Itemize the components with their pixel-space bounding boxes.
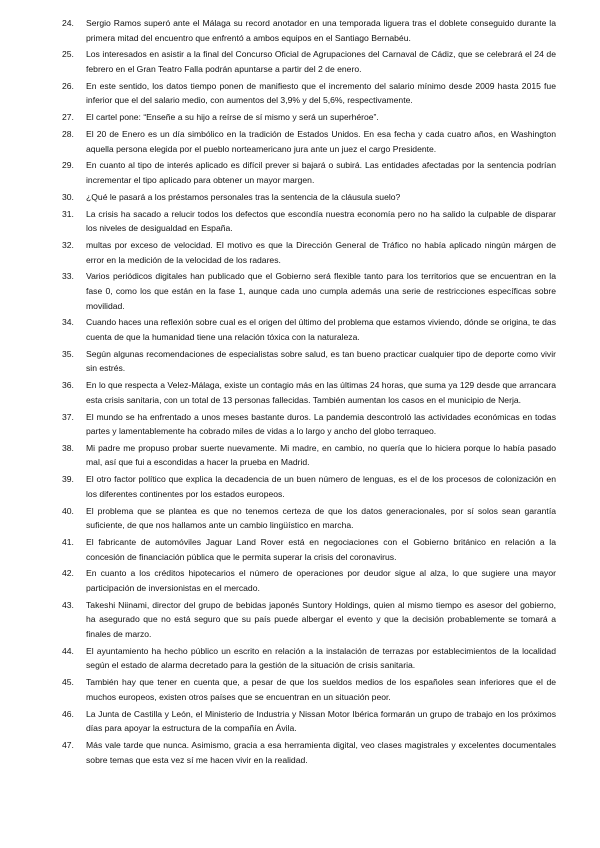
item-number: 27.: [62, 112, 74, 123]
item-text: El otro factor político que explica la decadencia de un buen número de lenguas, es el de los procesos de colonización en los diferentes continentes por los estados europeos.: [86, 474, 556, 499]
item-text: El 20 de Enero es un día simbólico en la tradición de Estados Unidos. En esa fecha y cada cuatro años, en Washington aquella persona elegida por el pueblo norteamericano jura ante un juez el cargo Presidente.: [86, 129, 556, 154]
item-text: En lo que respecta a Velez-Málaga, existe un contagio más en las últimas 24 horas, que suma ya 129 desde que arrancara esta crisis sanitaria, con un total de 13 personas fallecidas. También aumentan los casos en el municipio de Nerja.: [86, 380, 556, 405]
item-number: 40.: [62, 505, 74, 516]
item-text: ¿Qué le pasará a los préstamos personales tras la sentencia de la cláusula suelo?: [86, 191, 401, 202]
item-text: Takeshi Niinami, director del grupo de bebidas japonés Suntory Holdings, quien al mismo tiempo es asesor del gobierno, ha asegurado que no está seguro que su país puede albergar el evento y que la decisión probablemente se tomará a finales de marzo.: [86, 599, 556, 639]
list-item: [62, 238, 556, 267]
item-number: 25.: [62, 49, 74, 60]
item-text: En cuanto a los créditos hipotecarios el número de operaciones por deudor sigue al alza, lo que sugiere una mayor participación de inversionistas en el mercado.: [86, 568, 556, 594]
list-item: [62, 79, 556, 108]
item-number: 37.: [62, 411, 74, 422]
item-text: Sergio Ramos superó ante el Málaga su record anotador en una temporada liguera tras el doblete conseguido durante la primera mitad del encuentro que enfrentó a ambos equipos en el Santiago Bernabéu.: [86, 18, 556, 43]
item-text: En cuanto al tipo de interés aplicado es difícil prever si bajará o subirá. Las entidades afectadas por la sentencia podrían incrementar el tipo aplicado para obtener un mayor margen.: [86, 160, 556, 185]
list-item: [62, 504, 556, 533]
item-text: La Junta de Castilla y León, el Ministerio de Industria y Nissan Motor Ibérica formarán un grupo de trabajo en los próximos días para apoyar la estructura de la compañía en Ávila.: [86, 708, 556, 734]
list-item: [62, 190, 556, 205]
list-item: [62, 47, 556, 76]
item-number: 29.: [62, 160, 74, 171]
list-item: [62, 378, 556, 407]
list-item: [62, 158, 556, 187]
item-text: También hay que tener en cuenta que, a pesar de que los sueldos medios de los españoles sean inferiores que el de muchos europeos, existen otros países que se encuentran en un situación peor.: [86, 677, 556, 702]
list-item: [62, 566, 556, 595]
item-text: El mundo se ha enfrentado a unos meses bastante duros. La pandemia descontroló las actividades económicas en todas partes y lamentablemente ha cobrado miles de vidas a lo largo y ancho del globo terraqueo.: [86, 411, 556, 437]
item-number: 26.: [62, 80, 74, 91]
item-text: Mi padre me propuso probar suerte nuevamente. Mi madre, en cambio, no quería que lo hiciera porque lo había pasado mal, así que fui a escondidas a hacer la prueba en Madrid.: [86, 442, 556, 468]
list-item: [62, 16, 556, 45]
item-number: 31.: [62, 208, 74, 219]
item-number: 43.: [62, 599, 74, 610]
item-text: Varios periódicos digitales han publicado que el Gobierno será flexible tanto para los territorios que se encuentran en la fase 0, como los que están en la fase 1, aunque cada uno cumpla además una serie de restricciones específicas sobre movilidad.: [86, 271, 556, 311]
list-item: [62, 127, 556, 156]
item-number: 38.: [62, 442, 74, 453]
numbered-sentence-list: [62, 16, 556, 769]
list-item: [62, 598, 556, 642]
item-text: Más vale tarde que nunca. Asimismo, gracia a esa herramienta digital, veo clases magistrales y excelentes documentales sobre temas que esta vez sí me hacen vivir en la realidad.: [86, 739, 556, 765]
list-item: [62, 535, 556, 564]
item-number: 33.: [62, 271, 74, 282]
item-number: 32.: [62, 240, 74, 251]
item-text: El fabricante de automóviles Jaguar Land Rover está en negociaciones con el Gobierno británico en relación a la concesión de financiación pública que le permita superar la crisis del coronavirus.: [86, 537, 556, 562]
item-text: Los interesados en asistir a la final del Concurso Oficial de Agrupaciones del Carnaval de Cádiz, que se celebrará el 24 de febrero en el Gran Teatro Falla podrán apuntarse a partir del 2 de enero.: [86, 49, 556, 74]
item-number: 44.: [62, 645, 74, 656]
item-number: 24.: [62, 18, 74, 28]
item-text: El problema que se plantea es que no tenemos certeza de que los datos generacionales, por sí solos sean garantía suficiente, de que nos hallamos ante un cambio lingüístico en marcha.: [86, 505, 556, 531]
list-item: [62, 410, 556, 439]
list-item: [62, 110, 556, 125]
list-item: [62, 675, 556, 704]
item-text: Cuando haces una reflexión sobre cual es el origen del último del problema que estamos viviendo, dónde se origina, te das cuenta de que la humanidad tiene una relación tóxica con la naturaleza.: [86, 317, 556, 342]
item-text: El cartel pone: “Enseñe a su hijo a reírse de sí mismo y será un superhéroe”.: [86, 112, 379, 123]
list-item: [62, 738, 556, 767]
list-item: [62, 472, 556, 501]
list-item: [62, 315, 556, 344]
item-number: 41.: [62, 537, 74, 548]
item-number: 42.: [62, 568, 74, 579]
item-text: En este sentido, los datos tiempo ponen de manifiesto que el incremento del salario mínimo desde 2009 hasta 2015 fue inferior que el del salario medio, con aumentos del 3,9% y del 5,6%, respectivamente.: [86, 80, 556, 106]
list-item: [62, 644, 556, 673]
list-item: [62, 441, 556, 470]
item-number: 47.: [62, 739, 74, 750]
item-text: La crisis ha sacado a relucir todos los defectos que escondía nuestra economía pero no ha salido la culpable de disparar los niveles de desigualdad en España.: [86, 208, 556, 234]
item-number: 28.: [62, 129, 74, 140]
item-text: Según algunas recomendaciones de especialistas sobre salud, es tan bueno practicar cualquier tipo de deporte como vivir sin estrés.: [86, 348, 556, 374]
list-item: [62, 269, 556, 313]
item-text: El ayuntamiento ha hecho público un escrito en relación a la instalación de terrazas por establecimientos de la localidad según el estado de alarma decretado para la gestión de la situación de crisis sanitaria.: [86, 645, 556, 671]
item-number: 45.: [62, 677, 74, 688]
list-item: [62, 207, 556, 236]
item-number: 34.: [62, 317, 74, 328]
item-number: 39.: [62, 474, 74, 485]
item-number: 35.: [62, 348, 74, 359]
item-text: multas por exceso de velocidad. El motivo es que la Dirección General de Tráfico no había aplicado ningún márgen de error en la medición de la velocidad de los radares.: [86, 240, 556, 265]
item-number: 36.: [62, 380, 74, 391]
list-item: [62, 347, 556, 376]
item-number: 46.: [62, 708, 74, 719]
item-number: 30.: [62, 191, 74, 202]
list-item: [62, 707, 556, 736]
